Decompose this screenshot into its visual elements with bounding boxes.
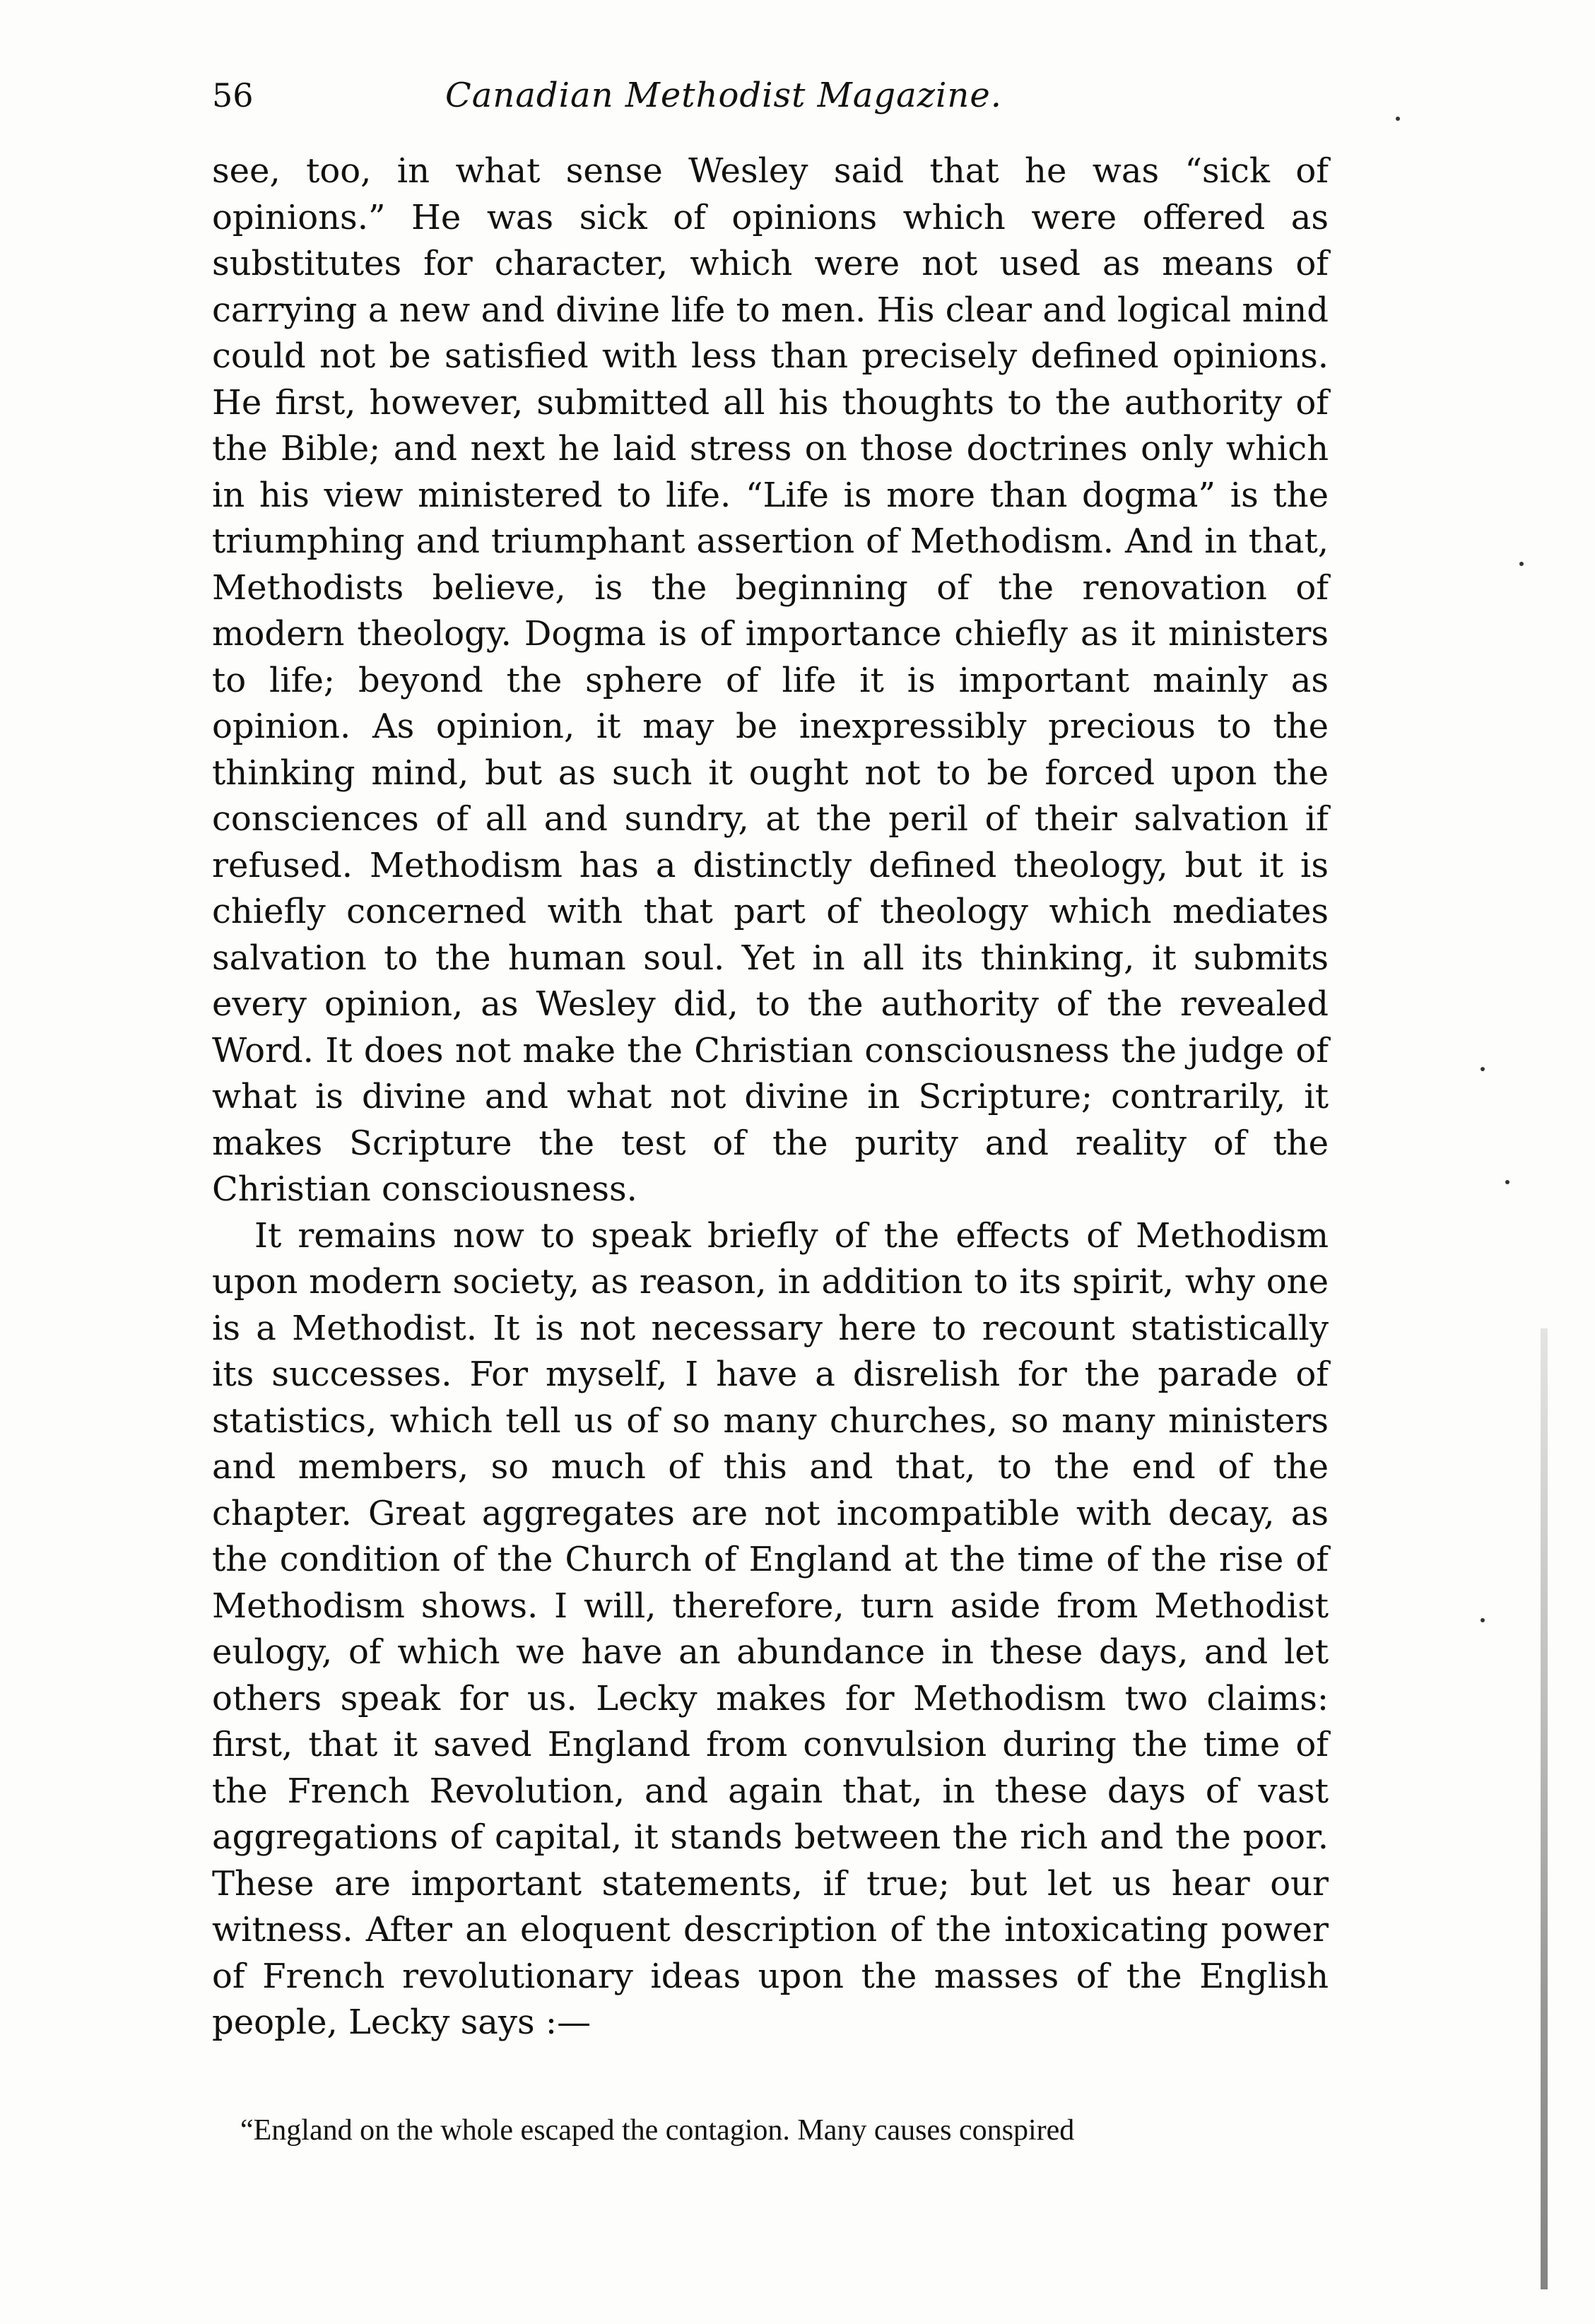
running-title: Canadian Methodist Magazine. — [445, 76, 1002, 115]
scan-artifact-bar — [1541, 1328, 1548, 2289]
scan-speck — [1396, 117, 1400, 121]
scan-speck — [1481, 1067, 1485, 1071]
scan-speck — [1481, 1618, 1485, 1622]
page-number: 56 — [212, 76, 254, 114]
block-quote: “England on the whole escaped the contagion. Many causes conspired — [240, 2114, 1075, 2147]
paragraph-continued: see, too, in what sense Wesley said that he was “sick of opinions.” He was sick of opinions which were offered as substitutes for character, which were not used as means of carrying a new and divine life to men. His clear and logical mind could not be satisfied with less than precisely defined opinions. He first, however, submitted all his thoughts to the authority of the Bible; and next he laid stress on those doctrines only which in his view ministered to life. “Life is more than dogma” is the triumphing and triumphant assertion of Methodism. And in that, Methodists believe, is the beginning of the renovation of modern theology. Dogma is of importance chiefly as it ministers to life; beyond the sphere of life it is important mainly as opinion. As opinion, it may be inexpressibly precious to the thinking mind, but as such it ought not to be forced upon the consciences of all and sundry, at the peril of their salvation if refused. Methodism has a distinctly defined theology, but it is chiefly concerned with that part of theology which mediates salvation to the human soul. Yet in all its thinking, it submits every opinion, as Wesley did, to the authority of the revealed Word. It does not make the Christian consciousness the judge of what is divine and what not divine in Scripture; contrarily, it makes Scripture the test of the purity and reality of the Christian consciousness. — [212, 151, 1329, 1209]
scan-artifact-margin — [1526, 1328, 1583, 2318]
page-header — [212, 67, 1314, 124]
scan-speck — [1519, 562, 1524, 566]
paragraph: It remains now to speak briefly of the effects of Methodism upon modern society, as reason, in addition to its spirit, why one is a Methodist. It is not necessary here to recount statistically its successes. For myself, I have a disrelish for the parade of statistics, which tell us of so many churches, so many ministers and members, so much of this and that, to the end of the chapter. Great aggregates are not incompatible with decay, as the condition of the Church of England at the time of the rise of Methodism shows. I will, therefore, turn aside from Methodist eulogy, of which we have an abundance in these days, and let others speak for us. Lecky makes for Methodism two claims: first, that it saved England from convulsion during the time of the French Revolution, and again that, in these days of vast aggregations of capital, it stands between the rich and the poor. These are important statements, if true; but let us hear our witness. After an eloquent description of the intoxicating power of French revolutionary ideas upon the masses of the English people, Lecky says :— — [212, 1215, 1329, 2042]
body-text — [212, 148, 1329, 2046]
scan-speck — [1505, 1180, 1509, 1184]
